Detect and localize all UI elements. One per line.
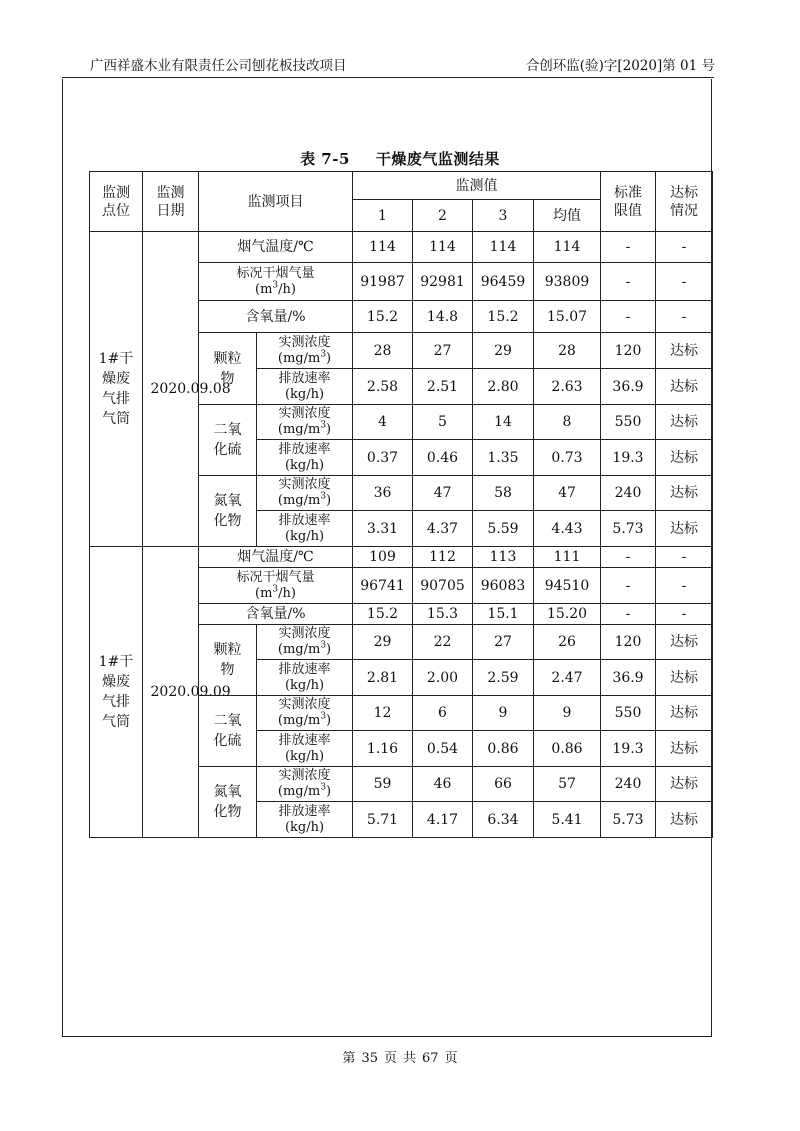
- value-avg: 15.20: [534, 604, 601, 625]
- label-line-2: (kg/h): [284, 677, 325, 693]
- label-line-2: (kg/h): [284, 528, 325, 544]
- footer-word-4: 页: [444, 1051, 458, 1066]
- table-caption: [0, 148, 800, 169]
- item-oxygen: 含氧量/%: [199, 604, 353, 625]
- value-2: 4.37: [413, 511, 473, 547]
- standard-limit: 19.3: [601, 440, 656, 476]
- value-3: 66: [473, 767, 534, 802]
- value-1: 5.71: [353, 802, 413, 838]
- value-2: 5: [413, 405, 473, 440]
- compliance: 达标: [656, 476, 713, 511]
- item-oxygen: 含氧量/%: [199, 301, 353, 333]
- item-emission-rate: [257, 731, 353, 767]
- value-2: 90705: [413, 568, 473, 604]
- page-footer: [0, 1047, 800, 1066]
- value-avg: 28: [534, 333, 601, 369]
- item-flue-temp: 烟气温度/℃: [199, 547, 353, 568]
- value-1: 109: [353, 547, 413, 568]
- value-avg: 2.63: [534, 369, 601, 405]
- header-value-avg: 均值: [534, 200, 601, 232]
- value-avg: 5.41: [534, 802, 601, 838]
- value-avg: 8: [534, 405, 601, 440]
- monitoring-point-text: 1#干燥废气排气筒: [98, 351, 134, 427]
- value-1: 2.81: [353, 660, 413, 696]
- label-line-2: $(m^3/h)$: [255, 280, 296, 297]
- compliance: 达标: [656, 369, 713, 405]
- header-rule: [62, 77, 714, 78]
- standard-limit: 36.9: [601, 660, 656, 696]
- value-2: 4.17: [413, 802, 473, 838]
- value-1: 96741: [353, 568, 413, 604]
- value-1: 15.2: [353, 301, 413, 333]
- compliance: 达标: [656, 405, 713, 440]
- label-line-1: 排放速率: [278, 803, 331, 819]
- label-line-1: 实测浓度: [278, 334, 331, 350]
- value-2: 0.46: [413, 440, 473, 476]
- compliance: 达标: [656, 511, 713, 547]
- footer-word-2: 页: [383, 1051, 397, 1066]
- standard-limit: -: [601, 568, 656, 604]
- label-line-1: 排放速率: [278, 661, 331, 677]
- value-avg: 2.47: [534, 660, 601, 696]
- label-line-1: 实测浓度: [278, 626, 331, 641]
- value-3: 1.35: [473, 440, 534, 476]
- label-line-1: 排放速率: [278, 732, 331, 748]
- value-avg: 4.43: [534, 511, 601, 547]
- value-2: 14.8: [413, 301, 473, 333]
- value-2: 46: [413, 767, 473, 802]
- value-3: 15.2: [473, 301, 534, 333]
- table-title: 干燥废气监测结果: [375, 150, 500, 168]
- pollutant-nox: [199, 476, 257, 547]
- header-limit: 标准限值: [601, 172, 656, 232]
- label-line-1: 排放速率: [278, 370, 331, 386]
- standard-limit: 550: [601, 696, 656, 731]
- value-3: 0.86: [473, 731, 534, 767]
- value-1: 114: [353, 232, 413, 263]
- standard-limit: -: [601, 547, 656, 568]
- label-line-2: (kg/h): [284, 819, 325, 835]
- standard-limit: 240: [601, 767, 656, 802]
- compliance: -: [656, 232, 713, 263]
- item-emission-rate: [257, 440, 353, 476]
- compliance: -: [656, 547, 713, 568]
- value-3: 96459: [473, 263, 534, 301]
- value-avg: 57: [534, 767, 601, 802]
- value-1: 36: [353, 476, 413, 511]
- compliance: -: [656, 604, 713, 625]
- compliance: 达标: [656, 802, 713, 838]
- item-flue-temp: 烟气温度/℃: [199, 232, 353, 263]
- label-line-1: 实测浓度: [278, 406, 331, 421]
- item-measured-concentration: [257, 333, 353, 369]
- label-line-1: 实测浓度: [278, 768, 331, 783]
- header-status: 达标情况: [656, 172, 713, 232]
- standard-limit: 240: [601, 476, 656, 511]
- value-1: 2.58: [353, 369, 413, 405]
- label-line-1: 实测浓度: [278, 477, 331, 492]
- pollutant-so2: [199, 696, 257, 767]
- value-avg: 9: [534, 696, 601, 731]
- value-2: 114: [413, 232, 473, 263]
- standard-limit: 19.3: [601, 731, 656, 767]
- value-3: 27: [473, 625, 534, 660]
- value-2: 112: [413, 547, 473, 568]
- label-line-1: 标况干烟气量: [236, 265, 315, 281]
- value-avg: 15.07: [534, 301, 601, 333]
- label-line-1: 排放速率: [278, 441, 331, 457]
- item-emission-rate: [257, 660, 353, 696]
- standard-limit: -: [601, 232, 656, 263]
- label-line-2: $(m^3/h)$: [255, 584, 296, 601]
- item-measured-concentration: [257, 696, 353, 731]
- pollutant-so2: [199, 405, 257, 476]
- label-line-1: 标况干烟气量: [236, 569, 315, 585]
- flue-temp-row: [90, 547, 713, 568]
- standard-limit: 550: [601, 405, 656, 440]
- header-value-3: 3: [473, 200, 534, 232]
- monitoring-date-text: 2020.09.09: [150, 684, 231, 700]
- header-value-2: 2: [413, 200, 473, 232]
- compliance: 达标: [656, 333, 713, 369]
- label-line-2: $(mg/m^3)$: [277, 782, 332, 799]
- header-value-1: 1: [353, 200, 413, 232]
- item-measured-concentration: [257, 476, 353, 511]
- value-1: 28: [353, 333, 413, 369]
- standard-limit: 5.73: [601, 511, 656, 547]
- value-2: 47: [413, 476, 473, 511]
- value-2: 92981: [413, 263, 473, 301]
- header-point: 监测点位: [90, 172, 143, 232]
- value-avg: 26: [534, 625, 601, 660]
- compliance: -: [656, 263, 713, 301]
- monitoring-point: [90, 547, 143, 838]
- compliance: 达标: [656, 660, 713, 696]
- pollutant-name: 二氧化硫: [213, 422, 242, 458]
- footer-word-1: 第: [342, 1051, 356, 1066]
- value-3: 14: [473, 405, 534, 440]
- value-1: 3.31: [353, 511, 413, 547]
- value-1: 91987: [353, 263, 413, 301]
- value-1: 1.16: [353, 731, 413, 767]
- value-3: 2.80: [473, 369, 534, 405]
- standard-limit: 120: [601, 625, 656, 660]
- value-3: 2.59: [473, 660, 534, 696]
- label-line-2: $(mg/m^3)$: [277, 711, 332, 728]
- label-line-2: $(mg/m^3)$: [277, 491, 332, 508]
- flue-temp-row: [90, 232, 713, 263]
- value-2: 27: [413, 333, 473, 369]
- pollutant-nox: [199, 767, 257, 838]
- item-measured-concentration: [257, 405, 353, 440]
- value-3: 6.34: [473, 802, 534, 838]
- compliance: 达标: [656, 731, 713, 767]
- label-line-2: $(mg/m^3)$: [277, 640, 332, 657]
- value-avg: 94510: [534, 568, 601, 604]
- standard-limit: -: [601, 263, 656, 301]
- item-measured-concentration: [257, 767, 353, 802]
- value-3: 5.59: [473, 511, 534, 547]
- value-3: 113: [473, 547, 534, 568]
- value-1: 15.2: [353, 604, 413, 625]
- pollutant-name: 颗粒物: [213, 350, 242, 387]
- item-flue-gas-flow: [199, 568, 353, 604]
- value-1: 29: [353, 625, 413, 660]
- value-1: 4: [353, 405, 413, 440]
- standard-limit: -: [601, 301, 656, 333]
- compliance: -: [656, 301, 713, 333]
- header-report-number: 合创环监(验)字[2020]第 01 号: [525, 58, 715, 74]
- pollutant-name: 氮氧化物: [213, 784, 242, 820]
- compliance: 达标: [656, 625, 713, 660]
- monitoring-results-table: [89, 171, 713, 838]
- item-measured-concentration: [257, 625, 353, 660]
- value-2: 6: [413, 696, 473, 731]
- value-3: 58: [473, 476, 534, 511]
- monitoring-point-text: 1#干燥废气排气筒: [98, 654, 134, 730]
- label-line-1: 排放速率: [278, 512, 331, 528]
- value-2: 2.51: [413, 369, 473, 405]
- value-avg: 111: [534, 547, 601, 568]
- item-emission-rate: [257, 369, 353, 405]
- value-3: 29: [473, 333, 534, 369]
- item-emission-rate: [257, 802, 353, 838]
- standard-limit: 36.9: [601, 369, 656, 405]
- label-line-1: 实测浓度: [278, 697, 331, 712]
- table-number: 表 7-5: [300, 150, 350, 168]
- footer-total-pages: 67: [422, 1051, 439, 1066]
- compliance: -: [656, 568, 713, 604]
- header-date: 监测日期: [143, 172, 199, 232]
- standard-limit: 120: [601, 333, 656, 369]
- header-project-name: 广西祥盛木业有限责任公司刨花板技改项目: [90, 58, 347, 74]
- label-line-2: (kg/h): [284, 386, 325, 402]
- value-2: 22: [413, 625, 473, 660]
- pollutant-name: 氮氧化物: [213, 493, 242, 529]
- value-avg: 114: [534, 232, 601, 263]
- label-line-2: $(mg/m^3)$: [277, 420, 332, 437]
- standard-limit: -: [601, 604, 656, 625]
- label-line-2: (kg/h): [284, 748, 325, 764]
- value-1: 0.37: [353, 440, 413, 476]
- compliance: 达标: [656, 767, 713, 802]
- value-avg: 47: [534, 476, 601, 511]
- monitoring-date-text: 2020.09.08: [150, 381, 231, 397]
- value-3: 96083: [473, 568, 534, 604]
- value-2: 15.3: [413, 604, 473, 625]
- value-1: 12: [353, 696, 413, 731]
- value-3: 15.1: [473, 604, 534, 625]
- item-emission-rate: [257, 511, 353, 547]
- footer-current-page: 35: [361, 1051, 378, 1066]
- footer-word-3: 共: [403, 1051, 417, 1066]
- compliance: 达标: [656, 440, 713, 476]
- value-avg: 93809: [534, 263, 601, 301]
- value-1: 59: [353, 767, 413, 802]
- header-values: 监测值: [353, 172, 601, 200]
- header-item: 监测项目: [199, 172, 353, 232]
- value-avg: 0.73: [534, 440, 601, 476]
- pollutant-name: 颗粒物: [213, 642, 242, 678]
- monitoring-point: [90, 232, 143, 547]
- standard-limit: 5.73: [601, 802, 656, 838]
- value-2: 0.54: [413, 731, 473, 767]
- pollutant-name: 二氧化硫: [213, 713, 242, 749]
- label-line-2: (kg/h): [284, 457, 325, 473]
- value-2: 2.00: [413, 660, 473, 696]
- item-flue-gas-flow: [199, 263, 353, 301]
- value-3: 114: [473, 232, 534, 263]
- compliance: 达标: [656, 696, 713, 731]
- label-line-2: $(mg/m^3)$: [277, 349, 332, 366]
- value-3: 9: [473, 696, 534, 731]
- value-avg: 0.86: [534, 731, 601, 767]
